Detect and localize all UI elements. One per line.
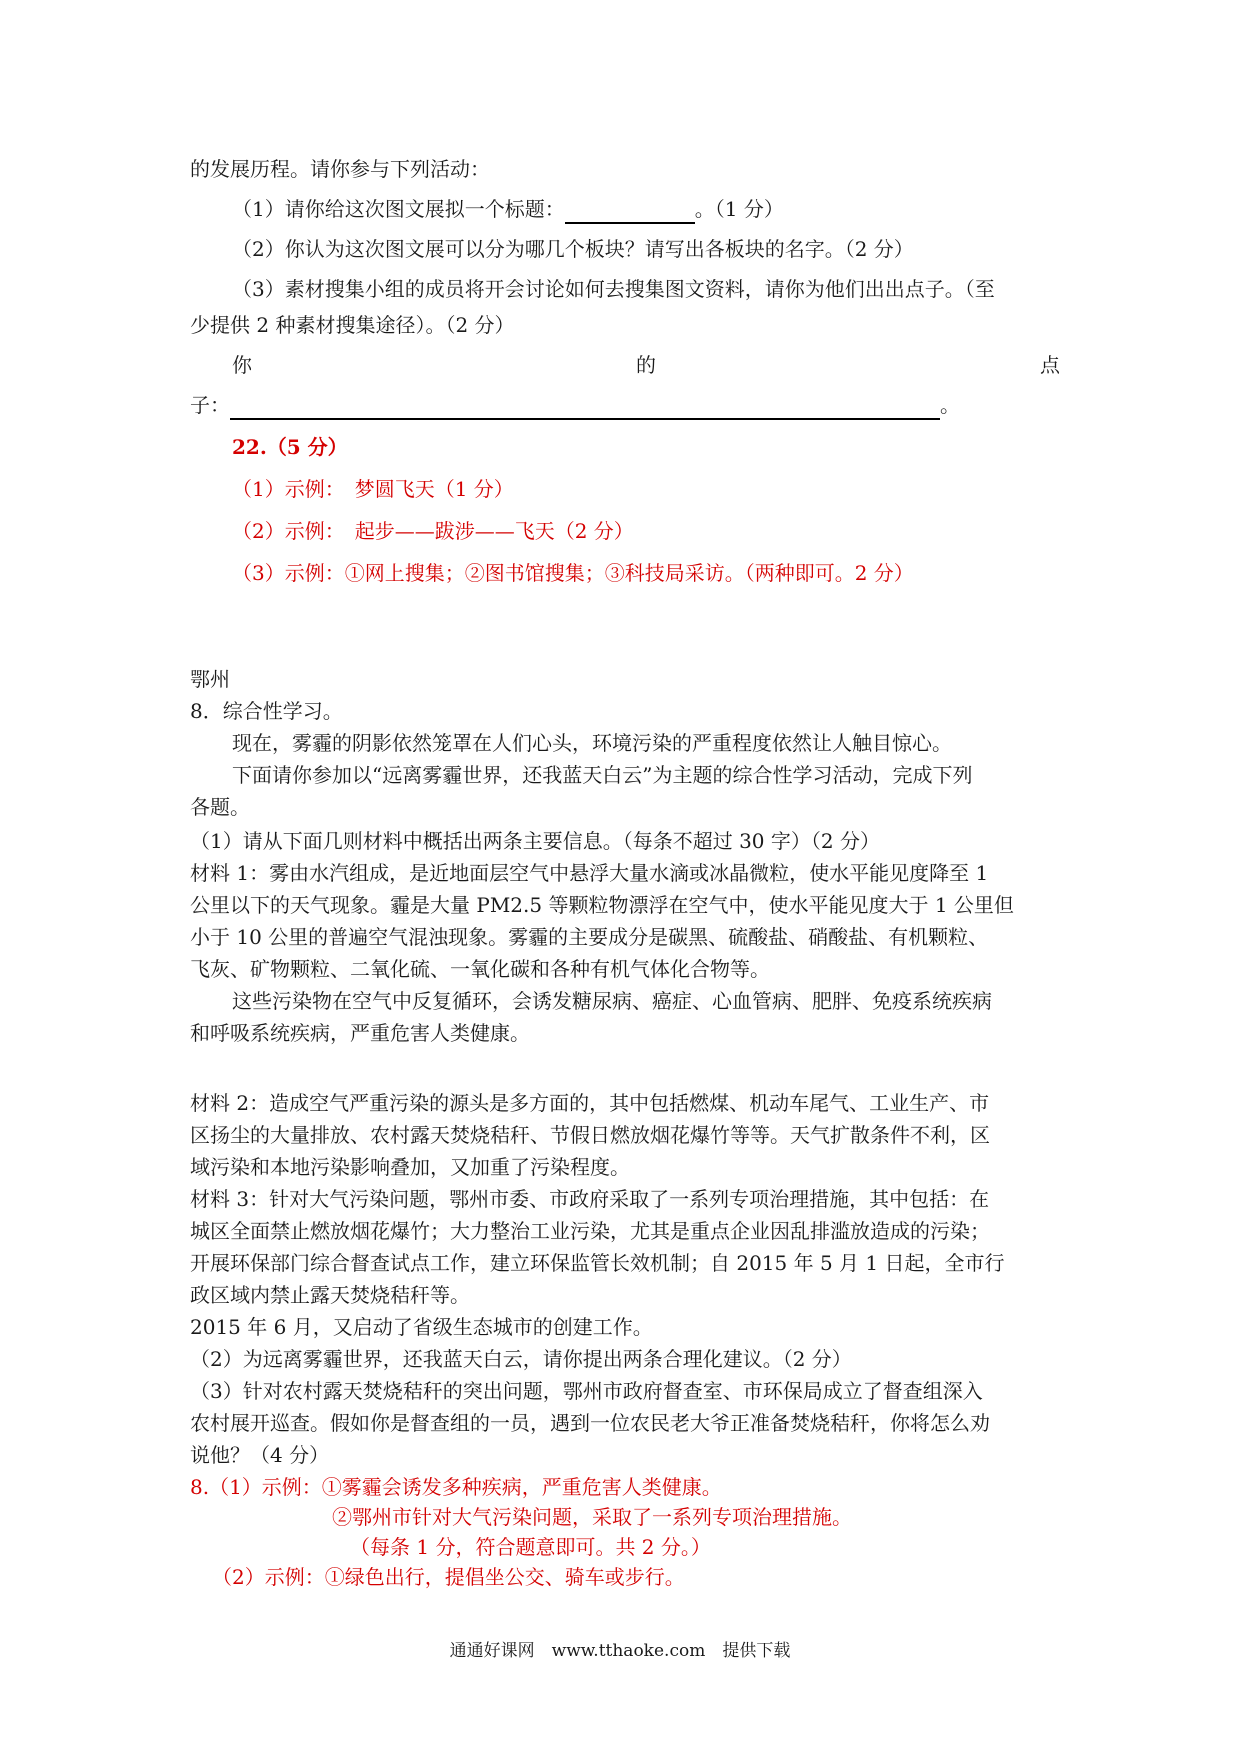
material-2-line: 材料 2：造成空气严重污染的源头是多方面的，其中包括燃煤、机动车尾气、工业生产、市	[190, 1091, 990, 1115]
answer-22-2: （2）示例： 起步——跋涉——飞天（2 分）	[232, 519, 634, 543]
spread-word: 的	[636, 353, 656, 377]
question-1-prompt: （1）请你给这次图文展拟一个标题：	[232, 197, 565, 221]
material-3-line: 城区全面禁止燃放烟花爆竹；大力整治工业污染，尤其是重点企业因乱排滥放造成的污染；	[190, 1219, 990, 1243]
answer-prompt-spread	[232, 350, 1060, 380]
title-answer-blank[interactable]	[565, 200, 695, 224]
material-1-line: 这些污染物在空气中反复循环，会诱发糖尿病、癌症、心血管病、肥胖、免疫系统疾病	[232, 989, 992, 1013]
sub-question-3-line: （3）针对农村露天焚烧秸秆的突出问题，鄂州市政府督查室、市环保局成立了督查组深入	[190, 1379, 983, 1403]
answer-22-title: 22.（5 分）	[232, 435, 348, 459]
question-3-line2: 少提供 2 种素材搜集途径）。（2 分）	[190, 313, 515, 337]
page-footer: 通通好课网 www.tthaoke.com 提供下载	[449, 1641, 791, 1661]
paragraph: 下面请你参加以“远离雾霾世界，还我蓝天白云”为主题的综合性学习活动，完成下列	[232, 763, 973, 787]
material-2-line: 区扬尘的大量排放、农村露天焚烧秸秆、节假日燃放烟花爆竹等等。天气扩散条件不利，区	[190, 1123, 990, 1147]
material-1-line: 和呼吸系统疾病，严重危害人类健康。	[190, 1021, 530, 1045]
question-8-heading: 8．综合性学习。	[190, 699, 343, 723]
sub-question-1: （1）请从下面几则材料中概括出两条主要信息。（每条不超过 30 字）（2 分）	[190, 829, 880, 853]
question-2: （2）你认为这次图文展可以分为哪几个板块？请写出各板块的名字。（2 分）	[232, 237, 914, 261]
answer-22-1: （1）示例： 梦圆飞天（1 分）	[232, 477, 514, 501]
spread-word: 你	[232, 353, 252, 377]
material-1-line: 材料 1：雾由水汽组成，是近地面层空气中悬浮大量水滴或冰晶微粒，使水平能见度降至 1	[190, 861, 989, 885]
question-3-line1: （3）素材搜集小组的成员将开会讨论如何去搜集图文资料，请你为他们出出点子。（至	[232, 277, 995, 301]
idea-answer-line	[190, 390, 960, 420]
material-3-line: 材料 3：针对大气污染问题，鄂州市委、市政府采取了一系列专项治理措施，其中包括：在	[190, 1187, 990, 1211]
spread-word: 点	[1040, 353, 1060, 377]
idea-answer-blank[interactable]	[230, 396, 940, 420]
answer-22-3: （3）示例：①网上搜集；②图书馆搜集；③科技局采访。（两种即可。2 分）	[232, 561, 914, 585]
material-3-line: 2015 年 6 月，又启动了省级生态城市的创建工作。	[190, 1315, 653, 1339]
region-label: 鄂州	[190, 667, 230, 691]
sub-question-3-line: 农村展开巡查。假如你是督查组的一员，遇到一位农民老大爷正准备焚烧秸秆，你将怎么劝	[190, 1411, 990, 1435]
answer-8-1-note: （每条 1 分，符合题意即可。共 2 分。）	[350, 1535, 711, 1559]
paragraph: 各题。	[190, 795, 250, 819]
question-1	[232, 194, 784, 224]
idea-end: 。	[940, 393, 960, 417]
question-1-score: 。（1 分）	[694, 197, 784, 221]
sub-question-2: （2）为远离雾霾世界，还我蓝天白云，请你提出两条合理化建议。（2 分）	[190, 1347, 852, 1371]
material-1-line: 公里以下的天气现象。霾是大量 PM2.5 等颗粒物漂浮在空气中，使水平能见度大于 1 公里但	[190, 893, 1014, 917]
answer-8-2: （2）示例：①绿色出行，提倡坐公交、骑车或步行。	[212, 1565, 685, 1589]
paragraph: 现在，雾霾的阴影依然笼罩在人们心头，环境污染的严重程度依然让人触目惊心。	[232, 731, 952, 755]
material-1-line: 小于 10 公里的普遍空气混浊现象。雾霾的主要成分是碳黑、硫酸盐、硝酸盐、有机颗粒、	[190, 925, 989, 949]
material-2-line: 域污染和本地污染影响叠加，又加重了污染程度。	[190, 1155, 630, 1179]
sub-question-3-line: 说他？（4 分）	[190, 1443, 330, 1467]
material-1-line: 飞灰、矿物颗粒、二氧化硫、一氧化碳和各种有机气体化合物等。	[190, 957, 770, 981]
material-3-line: 开展环保部门综合督查试点工作，建立环保监管长效机制；自 2015 年 5 月 1 日起，全市行	[190, 1251, 1005, 1275]
answer-8-1-cont: ②鄂州市针对大气污染问题，采取了一系列专项治理措施。	[332, 1505, 852, 1529]
material-3-line: 政区域内禁止露天焚烧秸秆等。	[190, 1283, 470, 1307]
answer-8-1: 8.（1）示例：①雾霾会诱发多种疾病，严重危害人类健康。	[190, 1475, 722, 1499]
text-line: 的发展历程。请你参与下列活动：	[190, 157, 490, 181]
idea-prompt: 子：	[190, 393, 230, 417]
